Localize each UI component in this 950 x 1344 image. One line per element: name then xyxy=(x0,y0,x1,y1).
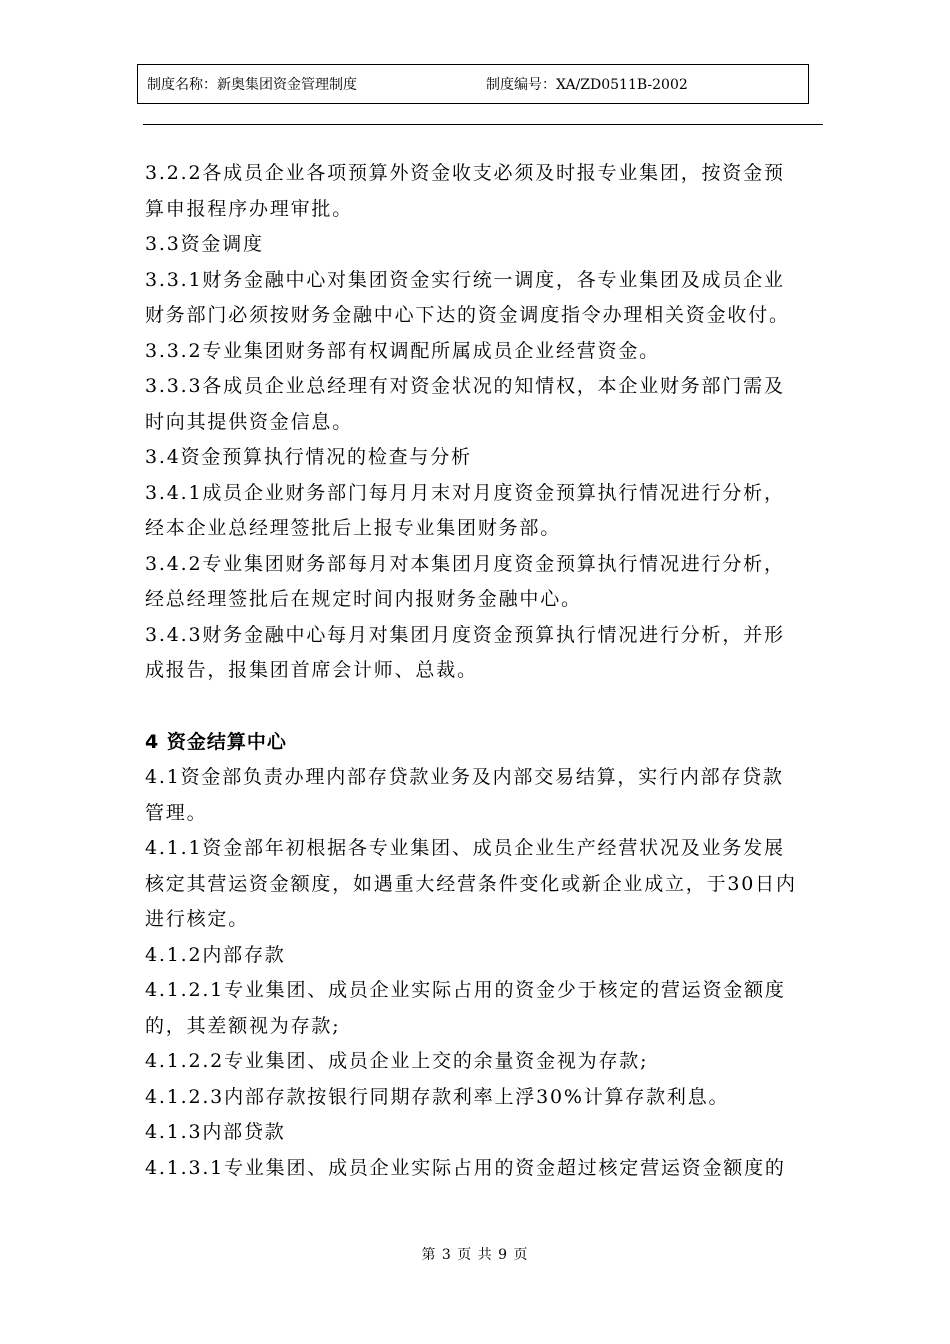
body-line: 核定其营运资金额度，如遇重大经营条件变化或新企业成立，于30日内 xyxy=(145,872,797,895)
section-spacer xyxy=(145,689,835,725)
body-line: 3.4.2专业集团财务部每月对本集团月度资金预算执行情况进行分析， xyxy=(145,552,785,575)
body-line: 4.1.2.2专业集团、成员企业上交的余量资金视为存款; xyxy=(145,1050,649,1072)
body-line: 3.4.1成员企业财务部门每月月末对月度资金预算执行情况进行分析， xyxy=(145,481,785,504)
body-line: 进行核定。 xyxy=(145,908,250,930)
body-line: 3.3.1财务金融中心对集团资金实行统一调度，各专业集团及成员企业 xyxy=(145,268,785,291)
body-line: 4.1.2.3内部存款按银行同期存款利率上浮30%计算存款利息。 xyxy=(145,1085,730,1108)
regulation-name: 制度名称：新奥集团资金管理制度 xyxy=(147,77,357,93)
body-line: 的，其差额视为存款; xyxy=(145,1014,341,1037)
body-line: 管理。 xyxy=(145,801,208,824)
header-divider xyxy=(143,124,823,125)
document-header xyxy=(137,64,809,104)
body-line: 经总经理签批后在规定时间内报财务金融中心。 xyxy=(145,588,582,610)
body-line: 算申报程序办理审批。 xyxy=(145,197,354,220)
document-body xyxy=(145,156,835,1186)
regulation-code: 制度编号：XA/ZD0511B-2002 xyxy=(486,77,688,93)
body-line: 4.1.2内部存款 xyxy=(145,943,286,966)
body-line: 3.3.3各成员企业总经理有对资金状况的知情权，本企业财务部门需及 xyxy=(145,375,785,397)
body-line: 经本企业总经理签批后上报专业集团财务部。 xyxy=(145,517,562,539)
section-heading: 4 资金结算中心 xyxy=(145,730,287,753)
body-line: 3.4资金预算执行情况的检查与分析 xyxy=(145,446,472,468)
body-line: 4.1.3.1专业集团、成员企业实际占用的资金超过核定营运资金额度的 xyxy=(145,1156,786,1179)
body-line: 4.1.1资金部年初根据各专业集团、成员企业生产经营状况及业务发展 xyxy=(145,837,785,859)
body-line: 4.1资金部负责办理内部存贷款业务及内部交易结算，实行内部存贷款 xyxy=(145,766,784,788)
page-number: 第 3 页 共 9 页 xyxy=(421,1247,529,1263)
body-line: 4.1.3内部贷款 xyxy=(145,1121,286,1143)
body-line: 3.2.2各成员企业各项预算外资金收支必须及时报专业集团，按资金预 xyxy=(145,162,785,184)
body-line: 成报告，报集团首席会计师、总裁。 xyxy=(145,659,478,681)
body-line: 时向其提供资金信息。 xyxy=(145,410,354,433)
body-line: 3.3.2专业集团财务部有权调配所属成员企业经营资金。 xyxy=(145,339,660,362)
body-line: 4.1.2.1专业集团、成员企业实际占用的资金少于核定的营运资金额度 xyxy=(145,979,786,1001)
body-line: 3.3资金调度 xyxy=(145,233,264,255)
body-line: 3.4.3财务金融中心每月对集团月度资金预算执行情况进行分析，并形 xyxy=(145,623,785,646)
body-line: 财务部门必须按财务金融中心下达的资金调度指令办理相关资金收付。 xyxy=(145,304,790,326)
